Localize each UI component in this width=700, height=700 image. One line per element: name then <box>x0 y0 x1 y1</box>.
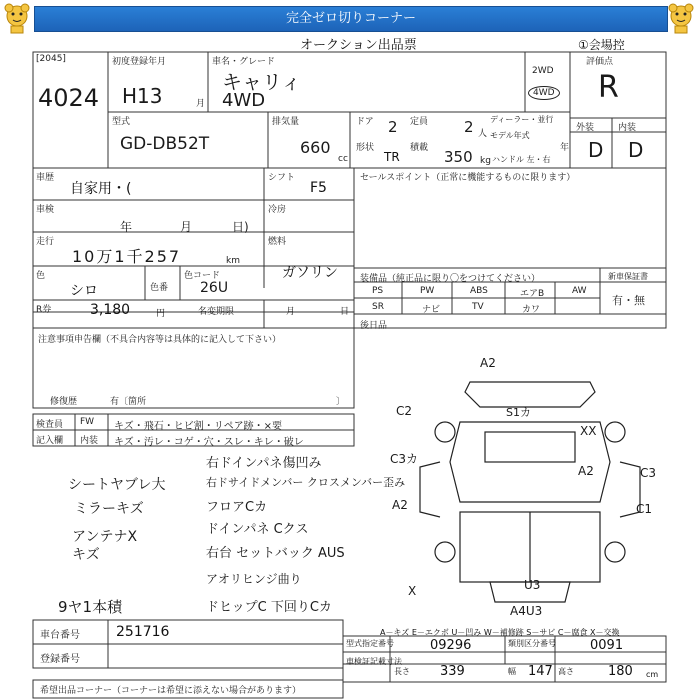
note-antenna: アンテナX <box>72 529 138 545</box>
mark-a4u3: A4U3 <box>510 604 543 618</box>
mark-c2: C2 <box>396 404 413 418</box>
wid-label: 幅 <box>508 667 516 676</box>
equip-pw: PW <box>420 286 435 296</box>
recycle-unit: 円 <box>156 309 166 319</box>
hgt-label: 高さ <box>558 667 574 676</box>
capacity-value: 2 <box>464 118 474 136</box>
recycle-month-unit: 月 <box>286 307 296 317</box>
type-label: 型式 <box>112 117 131 127</box>
equipment-label: 装備品（純正品に限り〇をつけてください） <box>360 274 541 284</box>
mark-c3: C3カ <box>390 452 419 466</box>
sales-point-label: セールスポイント（正常に機能するものに限ります） <box>360 173 576 183</box>
inspection-month-unit: 月 <box>180 220 193 234</box>
doors-value: 2 <box>388 118 398 136</box>
repair-close: 〕 <box>336 397 346 407</box>
mileage-unit: km <box>226 256 240 266</box>
color-value: シロ <box>70 283 98 299</box>
recycle-deadline-label: 名変期限 <box>198 307 235 317</box>
note-scratch: キズ <box>72 547 100 563</box>
inspection-label: 車検 <box>36 205 55 215</box>
mark-xx: XX <box>580 424 597 438</box>
mark-s1: S1カ <box>506 406 531 419</box>
color-code-label: 色番 <box>150 283 169 293</box>
displacement-label: 排気量 <box>272 117 300 127</box>
check-row1: キズ・飛石・ヒビ割・リペア跡・×要 <box>114 421 282 432</box>
interior-value: D <box>628 138 644 162</box>
banner-title: 完全ゼロ切りコーナー <box>285 11 416 26</box>
mark-c3-right: C3 <box>640 466 657 480</box>
mark-x: X <box>408 584 417 598</box>
repair-value: 有〔箇所 <box>110 397 147 407</box>
note-tire: 9ヤ1本積 <box>58 598 123 616</box>
mileage-value: 10万1千257 <box>72 247 182 266</box>
shape-value: TR <box>384 150 400 164</box>
len-label: 長さ <box>394 667 410 676</box>
shift-label: シフト <box>268 173 296 183</box>
note-floor: フロアCカ <box>206 500 268 515</box>
cert-label: 型式指定番号 <box>346 639 394 648</box>
check-label-1: 検査員 <box>36 420 64 430</box>
note-door-panel: 右ドインパネ傷凹み <box>206 456 322 471</box>
steering-label: ハンドル 左・右 <box>492 155 551 164</box>
chassis-label: 車台番号 <box>40 630 80 641</box>
repair-label: 修復歴 <box>50 397 78 407</box>
class-label: 類別区分番号 <box>508 639 556 648</box>
class-value: 0091 <box>590 638 624 653</box>
check-row1-tag: FW <box>80 417 95 427</box>
note-setback: 右台 セットバック AUS <box>206 546 345 561</box>
cert-value: 09296 <box>430 638 472 653</box>
type-value: GD-DB52T <box>120 134 210 154</box>
model-label: 車名・グレード <box>212 57 276 67</box>
color-code-value: 26U <box>200 280 229 296</box>
equip-ps: PS <box>372 286 384 296</box>
lot-number: 4024 <box>38 84 100 112</box>
new-warranty-value: 有・無 <box>612 294 645 307</box>
color-label: 色 <box>36 271 46 281</box>
aircon-label: 冷房 <box>268 205 287 215</box>
category-value: 自家用・( <box>70 181 132 197</box>
drive-2wd: 2WD <box>532 66 554 76</box>
mileage-label: 走行 <box>36 237 55 247</box>
shape-label: 形状 <box>356 143 375 153</box>
drive-4wd: 4WD <box>528 86 560 100</box>
note-side-member: 右ドサイドメンバー クロスメンバー歪み <box>206 476 406 489</box>
model-name: キャリィ <box>222 70 302 94</box>
equip-aw: AW <box>572 286 587 296</box>
plate-label: 登録番号 <box>40 654 80 665</box>
check-row2-tag: 内装 <box>80 436 99 446</box>
fuel-value: ガソリン <box>282 265 338 281</box>
grade-value: R <box>598 70 619 105</box>
displacement-unit: cc <box>338 154 348 164</box>
recycle-label: R券 <box>36 305 52 315</box>
load-value: 350 <box>444 148 473 166</box>
notes-label: 注意事項申告欄（不具合内容等は具体的に記入して下さい） <box>38 335 282 345</box>
mark-a2-top: A2 <box>480 356 496 370</box>
load-unit: kg <box>480 156 491 166</box>
equip-leather: カワ <box>522 305 541 315</box>
mark-c1: C1 <box>636 502 653 516</box>
load-label: 積載 <box>410 143 429 153</box>
model-year-label: モデル年式 <box>490 131 530 140</box>
len-value: 339 <box>440 664 465 679</box>
model-year-unit: 年 <box>560 143 570 153</box>
mark-u3: U3 <box>524 578 541 592</box>
model-grade: 4WD <box>222 90 266 111</box>
note-hinge: アオリヒンジ曲り <box>206 572 302 586</box>
recycle-day-unit: 日 <box>340 307 350 317</box>
capacity-label: 定員 <box>410 117 429 127</box>
doors-label: ドア <box>356 117 374 127</box>
mark-a2-left: A2 <box>392 498 408 512</box>
dims-unit: cm <box>646 670 659 679</box>
note-mirror: ミラーキズ <box>74 501 144 517</box>
note-seat: シートヤブレ大 <box>68 477 166 493</box>
equip-tv: TV <box>472 302 484 312</box>
hgt-value: 180 <box>608 664 633 679</box>
registration-label: 初度登録年月 <box>112 57 167 67</box>
equip-airbag: エアB <box>520 289 545 299</box>
chassis-value: 251716 <box>116 624 170 640</box>
capacity-unit: 人 <box>478 129 488 139</box>
mark-a2-right: A2 <box>578 464 594 478</box>
lot-label: [2045] <box>36 54 66 64</box>
exterior-value: D <box>588 138 604 162</box>
note-hip: ドヒップC 下回りCカ <box>206 600 332 615</box>
color-code-label2: 色コード <box>184 271 221 281</box>
venue-label: ①会場控 <box>578 38 625 52</box>
registration-year: H13 <box>122 84 163 108</box>
footer-label: 希望出品コーナー（コーナーは希望に添えない場合があります） <box>40 686 302 696</box>
displacement-value: 660 <box>300 138 331 157</box>
check-row2: キズ・汚レ・コゲ・穴・スレ・キレ・破レ <box>114 437 304 448</box>
shift-value: F5 <box>310 180 327 196</box>
wid-value: 147 <box>528 664 553 679</box>
after-day-label: 後日品 <box>360 321 388 331</box>
equip-abs: ABS <box>470 286 488 296</box>
damage-legend: A－キズ E－エクボ U－凹み W－補修跡 S－サビ C－腐食 X－交換 <box>380 628 620 637</box>
grade-label: 評価点 <box>586 57 614 67</box>
recycle-value: 3,180 <box>90 302 131 318</box>
interior-label: 内装 <box>618 123 637 133</box>
equip-navi: ナビ <box>422 305 441 315</box>
sheet-title: オークション出品票 <box>300 38 417 53</box>
inspection-day-unit: 日) <box>232 220 249 234</box>
exterior-label: 外装 <box>576 123 595 133</box>
check-label-2: 記入欄 <box>36 436 64 446</box>
note-inpanel: ドインパネ Cクス <box>206 522 309 537</box>
equip-sr: SR <box>372 302 384 312</box>
inspection-year-unit: 年 <box>120 220 133 234</box>
registration-month-unit: 月 <box>196 99 206 109</box>
fuel-label: 燃料 <box>268 237 287 247</box>
category-label: 車歴 <box>36 173 55 183</box>
new-warranty-label: 新車保証書 <box>608 272 648 281</box>
dealer-label: ディーラー・並行 <box>490 115 554 124</box>
dims-label: 車検証記載寸法 <box>346 657 402 666</box>
